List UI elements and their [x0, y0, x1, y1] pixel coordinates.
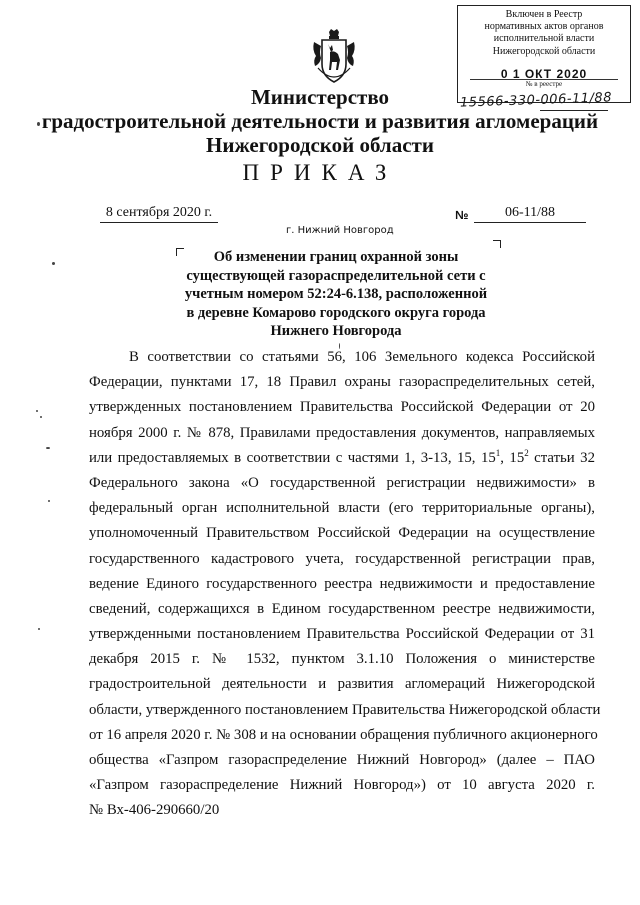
scan-speck	[40, 416, 42, 418]
body-line-part: статьи 32	[528, 449, 595, 466]
body-line: области, утвержденного постановлением Правительства Нижегородской области	[89, 701, 601, 718]
body-line: градостроительной деятельности и развития агломераций Нижегородской	[89, 676, 595, 693]
document-city: г. Нижний Новгород	[286, 225, 394, 236]
body-line: «Газпром газораспределение Нижний Новгород») от 10 августа 2020 г.	[89, 777, 595, 794]
stamp-date: 0 1 ОКТ 2020	[500, 66, 588, 81]
handwritten-registry-number: 15566-330-006-11/88	[459, 90, 613, 111]
scan-speck	[339, 343, 340, 349]
body-line: сведений, содержащихся в Едином государственном реестре недвижимости,	[89, 600, 595, 617]
body-line: государственного кадастрового учета, государственной регистрации прав,	[89, 550, 595, 567]
title-line: в деревне Комарово городского округа города	[186, 304, 486, 321]
scan-speck	[48, 500, 50, 502]
scan-speck	[52, 262, 55, 265]
scan-speck	[38, 628, 40, 630]
body-line: № Вх-406-290660/20	[89, 802, 220, 819]
stamp-line: Включен в Реестр	[505, 9, 583, 20]
coat-of-arms-icon	[310, 28, 358, 86]
body-line	[89, 446, 595, 471]
body-line: общества «Газпром газораспределение Нижний Новгород» (далее – ПАО	[89, 752, 595, 768]
scan-speck	[46, 447, 50, 449]
title-line: Нижнего Новгорода	[270, 323, 402, 339]
document-date: 8 сентября 2020 г.	[100, 205, 218, 223]
ministry-line: Министерство	[250, 85, 390, 109]
stamp-regnum-label: № в реестре	[525, 80, 563, 89]
document-type: ПРИКАЗ	[242, 160, 398, 185]
body-line: от 16 апреля 2020 г. № 308 и на основании обращения публичного акционерного	[89, 726, 598, 743]
document-number: 06-11/88	[474, 205, 586, 223]
ministry-header	[0, 85, 640, 157]
body-line: утвержденных постановлением Правительства Российской Федерации от 20	[89, 399, 595, 416]
stamp-line: Нижегородской области	[492, 45, 596, 57]
scan-speck	[37, 122, 40, 126]
title-line: Об изменении границ охранной зоны	[213, 249, 459, 265]
body-line-part: или предоставляемых в соответствии с частями 1, 3-13, 15, 15	[89, 449, 496, 466]
number-sign: №	[455, 208, 469, 222]
superscript: 2	[524, 447, 529, 458]
document-title	[166, 248, 506, 341]
body-paragraph	[89, 345, 601, 824]
body-line-part: , 15	[500, 449, 525, 466]
title-line: учетным номером 52:24-6.138, расположенной	[184, 286, 488, 302]
ministry-line: градостроительной деятельности и развития агломераций	[41, 109, 599, 133]
body-line: уполномоченный Правительством Российской Федерации на осуществление	[89, 525, 595, 542]
body-line: Федерального закона «О государственной регистрации недвижимости» в	[89, 474, 595, 491]
ministry-line: Нижегородской области	[206, 133, 434, 157]
body-line: ведение Единого государственного реестра недвижимости и предоставление	[89, 575, 595, 592]
superscript: 1	[495, 447, 501, 458]
stamp-line: исполнительной власти	[493, 33, 595, 45]
body-line: федеральный орган исполнительной власти (его территориальные органы),	[89, 500, 595, 517]
body-line: ноября 2000 г. № 878, Правилами предоставления документов, направляемых	[89, 424, 595, 441]
body-line: Федерации, пунктами 17, 18 Правил охраны газораспределительных сетей,	[89, 374, 595, 391]
stamp-underline	[470, 79, 618, 80]
stamp-line: нормативных актов органов	[484, 21, 604, 33]
scan-speck	[36, 410, 38, 412]
body-line: В соответствии со статьями 56, 106 Земельного кодекса Российской	[129, 349, 595, 365]
title-corner-right	[493, 240, 501, 248]
title-line: существующей газораспределительной сети с	[186, 267, 486, 284]
body-line: декабря 2015 г. № 1532, пунктом 3.1.10 Положения о министерстве	[89, 651, 595, 668]
body-line: утвержденными постановлением Правительства Российской Федерации от 31	[89, 626, 595, 643]
